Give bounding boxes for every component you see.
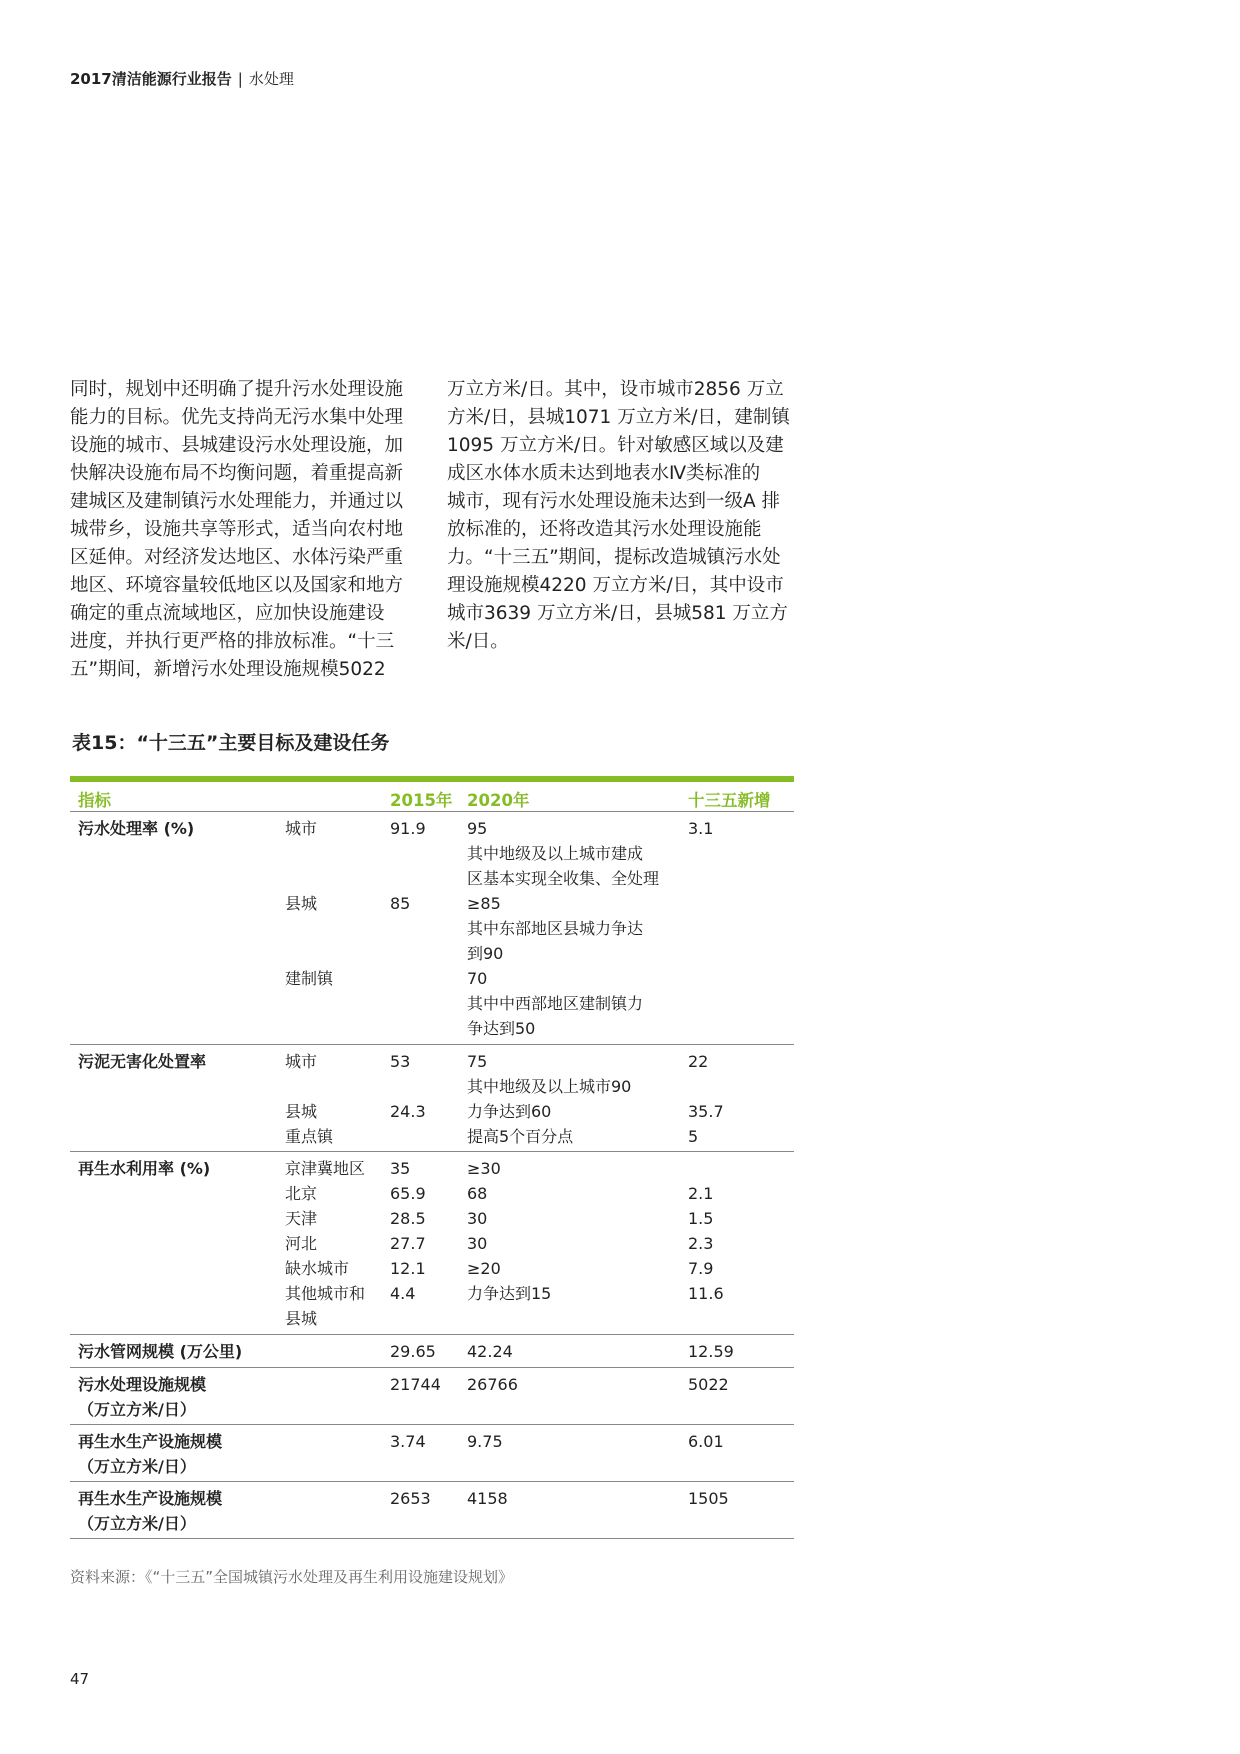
text-line: 设施的城市、县城建设污水处理设施，加 [70,435,404,456]
source-note: 资料来源：《“十三五”全国城镇污水处理及再生利用设施建设规划》 [70,1568,514,1586]
text-line: 五”期间，新增污水处理设施规模5022 [70,659,386,680]
row-recycled-capacity [70,1482,794,1539]
value-2020: ≥30 [467,1159,501,1178]
row-label: 河北 [285,1234,318,1253]
header-2020: 2020年 [467,791,530,810]
value-2020: 30 [467,1209,488,1228]
label-line: 再生水生产设施规模 [78,1489,223,1508]
label-line: （万立方米/日） [78,1457,196,1476]
label-line: 污水处理设施规模 [78,1375,207,1394]
value-increase: 2.1 [688,1184,714,1203]
text-line: 快解决设施布局不均衡问题，着重提高新 [70,463,404,484]
value-increase: 11.6 [688,1284,724,1303]
section-name: 水处理 [248,70,294,88]
value-increase: 6.01 [688,1432,724,1451]
row-label: 县城 [285,894,318,913]
page-header [70,68,294,89]
header-indicator: 指标 [78,791,111,810]
value-line: 其中东部地区县城力争达 [467,919,644,938]
value-2015: 24.3 [390,1102,426,1121]
row-label: 重点镇 [285,1127,334,1146]
text-line: 方米/日，县城1071 万立方米/日，建制镇 [447,407,790,428]
value-increase: 5 [688,1127,699,1146]
group-sludge [70,1045,794,1152]
report-title: 2017清洁能源行业报告 [70,70,232,88]
text-line: 成区水体水质未达到地表水Ⅳ类标准的 [447,463,761,484]
row-label: 北京 [285,1184,318,1203]
row-label [78,1372,206,1422]
group-label: 污水处理率 (%) [78,819,195,838]
value-2015: 28.5 [390,1209,426,1228]
value-2020: 42.24 [467,1342,513,1361]
row-label: 缺水城市 [285,1259,350,1278]
value-increase: 1505 [688,1489,729,1508]
text-line: 地区、环境容量较低地区以及国家和地方 [70,575,404,596]
value-2015: 21744 [390,1375,441,1394]
value-line: 其中中西部地区建制镇力 [467,994,644,1013]
row-label: 县城 [285,1102,318,1121]
value-line: 其中地级及以上城市建成 [467,844,644,863]
row-label: 城市 [285,819,318,838]
table-title: 表15：“十三五”主要目标及建设任务 [72,732,390,754]
value-increase: 35.7 [688,1102,724,1121]
text-line: 能力的目标。优先支持尚无污水集中处理 [70,407,404,428]
header-divider: | [237,70,243,88]
row-recycled-capacity [70,1425,794,1482]
row-label: 城市 [285,1052,318,1071]
value-increase: 12.59 [688,1342,734,1361]
text-line: 米/日。 [447,631,509,652]
row-label [78,1429,222,1479]
value-2020: ≥20 [467,1259,501,1278]
value-2015: 91.9 [390,819,426,838]
value-2015: 53 [390,1052,411,1071]
value-2020: 其中地级及以上城市90 [467,1077,632,1096]
body-text-right [447,376,792,656]
value-increase: 2.3 [688,1234,714,1253]
label-line: 再生水生产设施规模 [78,1432,223,1451]
value-2020: 75 [467,1052,488,1071]
text-line: 同时，规划中还明确了提升污水处理设施 [70,379,404,400]
header-increase: 十三五新增 [688,791,771,810]
table-header [70,782,794,812]
text-line: 万立方米/日。其中，设市城市2856 万立 [447,379,784,400]
value-2015: 65.9 [390,1184,426,1203]
value-2020: 30 [467,1234,488,1253]
value-increase: 1.5 [688,1209,714,1228]
value-line: 95 [467,819,488,838]
group-sewage-rate [70,812,794,1045]
value-2020: 4158 [467,1489,508,1508]
value-2015: 85 [390,894,411,913]
value-2020: 力争达到60 [467,1102,552,1121]
label-line: （万立方米/日） [78,1514,196,1533]
row-treatment-capacity [70,1368,794,1425]
value-2015: 29.65 [390,1342,436,1361]
value-2015: 3.74 [390,1432,426,1451]
value-line: 争达到50 [467,1019,536,1038]
value-2020: 9.75 [467,1432,503,1451]
text-line: 城市3639 万立方米/日，县城581 万立方 [447,603,788,624]
group-label: 再生水利用率 (%) [78,1159,211,1178]
header-2015: 2015年 [390,791,453,810]
value-2020: 68 [467,1184,488,1203]
row-label: 天津 [285,1209,318,1228]
row-label [78,1486,222,1536]
value-2020: 26766 [467,1375,518,1394]
value-2015: 12.1 [390,1259,426,1278]
value-increase: 3.1 [688,819,714,838]
row-label: 其他城市和 [285,1284,366,1303]
value-2020: 提高5个百分点 [467,1127,574,1146]
text-line: 进度，并执行更严格的排放标准。“十三 [70,631,395,652]
data-table [70,776,794,1539]
row-sewer-network [70,1335,794,1368]
value-2015: 2653 [390,1489,431,1508]
group-label: 污泥无害化处置率 [78,1052,207,1071]
row-label: 京津冀地区 [285,1159,366,1178]
text-line: 城市，现有污水处理设施未达到一级A 排 [447,491,781,512]
value-2015: 4.4 [390,1284,416,1303]
value-increase: 22 [688,1052,709,1071]
group-reuse-rate [70,1152,794,1335]
row-label: 建制镇 [285,969,334,988]
value-line: 区基本实现全收集、全处理 [467,869,660,888]
page-number: 47 [70,1670,90,1688]
text-line: 力。“十三五”期间，提标改造城镇污水处 [447,547,781,568]
text-line: 确定的重点流域地区，应加快设施建设 [70,603,385,624]
value-2020: 力争达到15 [467,1284,552,1303]
text-line: 放标准的，还将改造其污水处理设施能 [447,519,762,540]
value-line: 70 [467,969,488,988]
text-line: 城带乡，设施共享等形式，适当向农村地 [70,519,404,540]
value-line: 到90 [467,944,504,963]
row-label: 县城 [285,1309,318,1328]
text-line: 1095 万立方米/日。针对敏感区域以及建 [447,435,784,456]
text-line: 理设施规模4220 万立方米/日，其中设市 [447,575,784,596]
value-line: ≥85 [467,894,501,913]
text-line: 区延伸。对经济发达地区、水体污染严重 [70,547,404,568]
text-line: 建城区及建制镇污水处理能力，并通过以 [70,491,404,512]
value-2020 [467,816,659,891]
value-increase: 7.9 [688,1259,714,1278]
value-2015: 35 [390,1159,411,1178]
value-2015: 27.7 [390,1234,426,1253]
value-2020 [467,966,643,1041]
body-text-left [70,376,415,684]
label-line: （万立方米/日） [78,1400,196,1419]
value-increase: 5022 [688,1375,729,1394]
value-2020 [467,891,643,966]
row-label: 污水管网规模 (万公里) [78,1342,243,1361]
